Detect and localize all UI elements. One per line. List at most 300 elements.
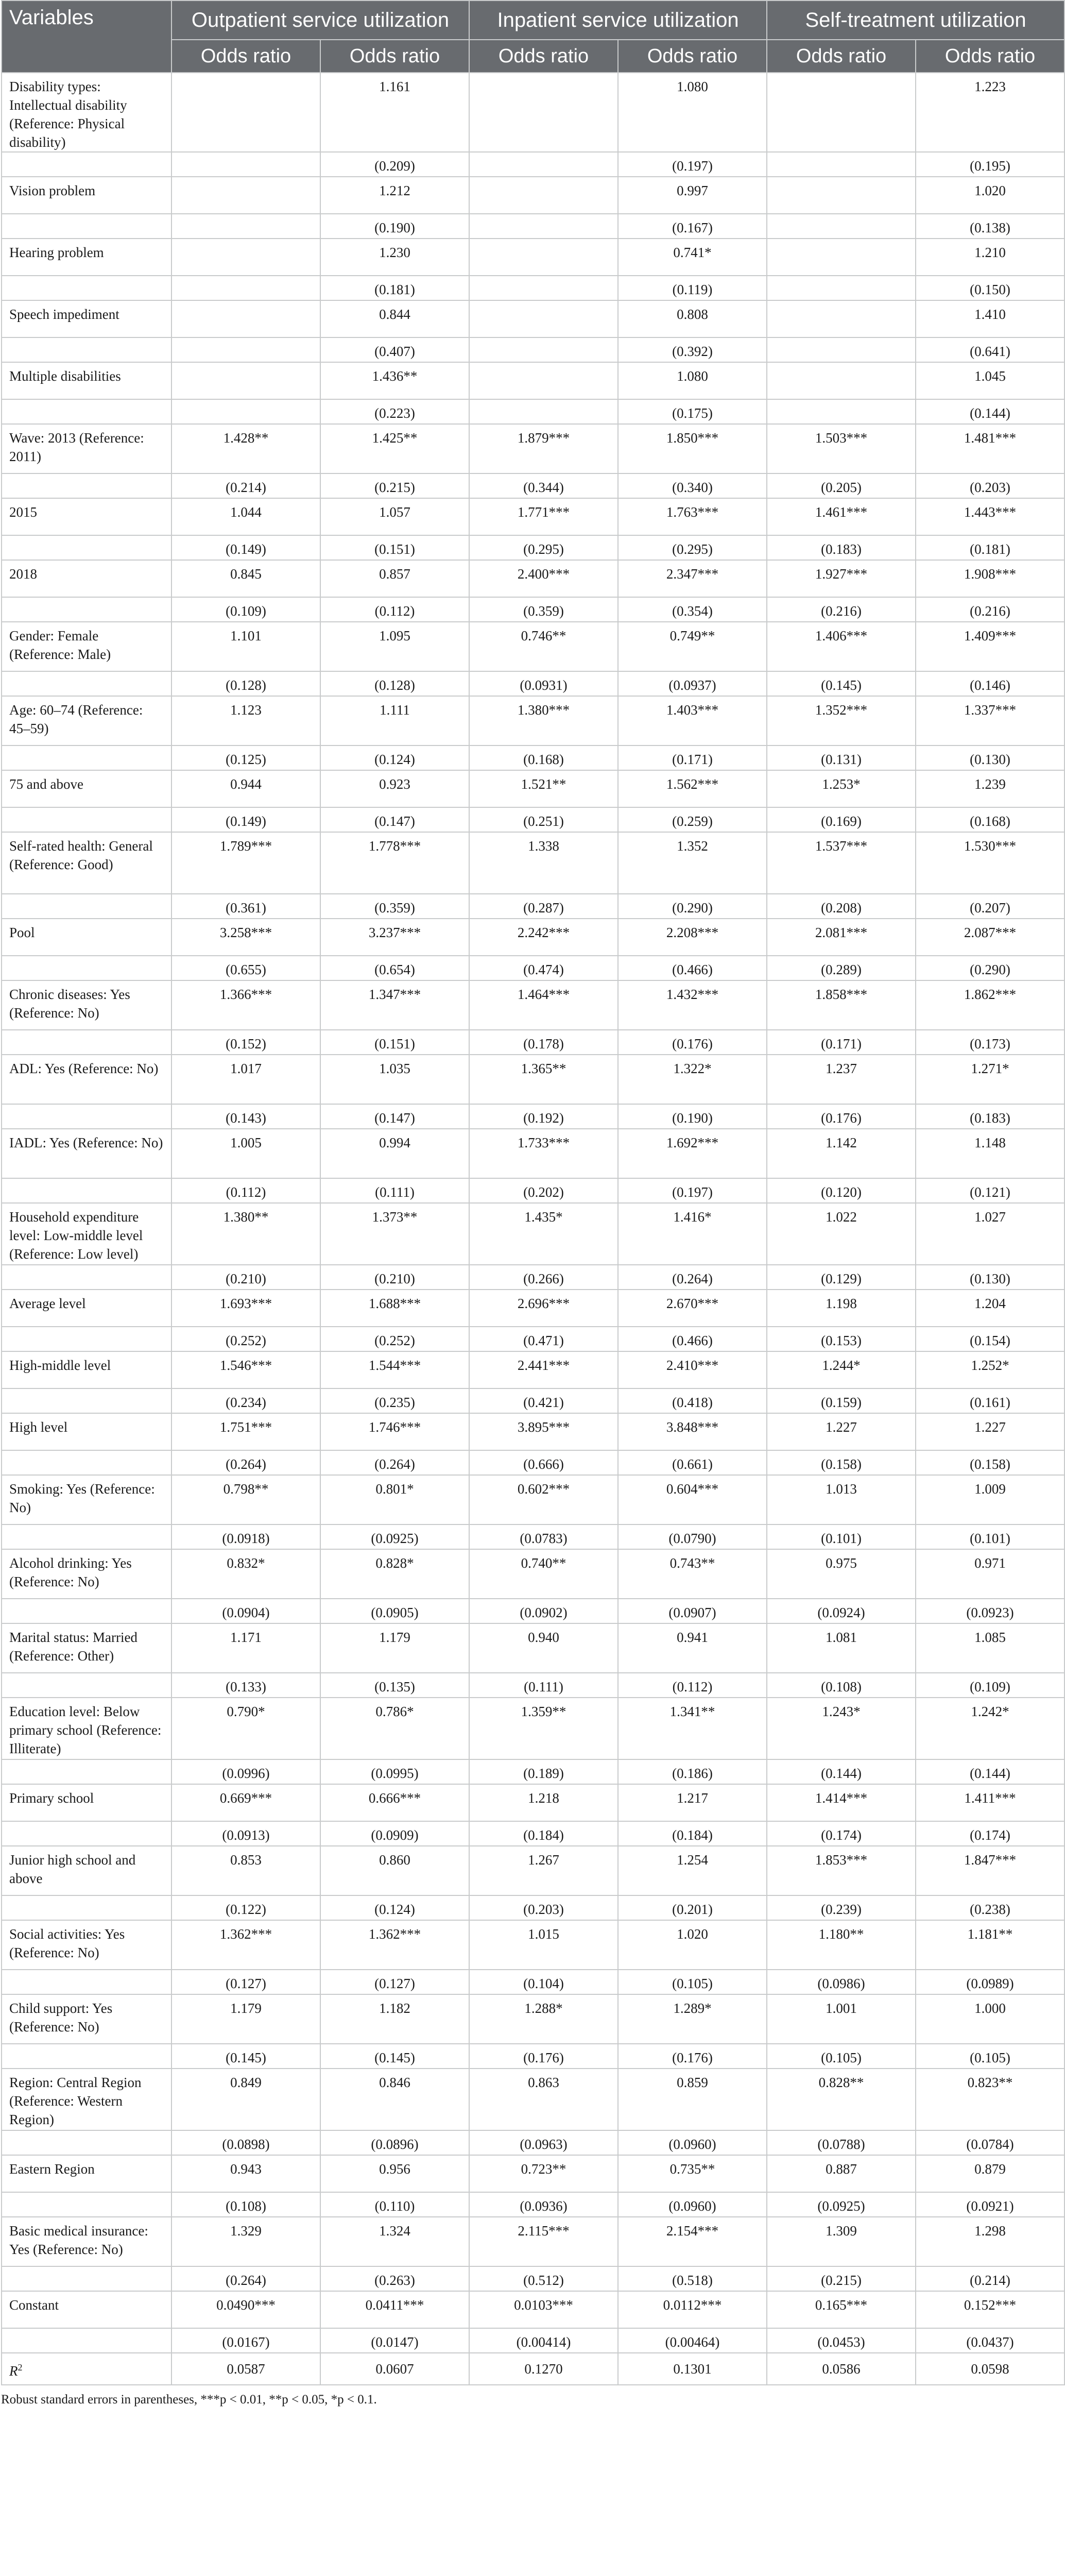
odds-ratio-cell: 1.862*** <box>916 980 1064 1030</box>
odds-ratio-cell: 1.347*** <box>320 980 469 1030</box>
odds-ratio-cell: 1.425** <box>320 424 469 473</box>
odds-ratio-cell: (0.168) <box>916 807 1064 832</box>
table-row-standard-error <box>2 597 1064 622</box>
row-label: Speech impediment <box>2 300 171 337</box>
odds-ratio-cell: (0.238) <box>916 1895 1064 1920</box>
odds-ratio-cell: 1.373** <box>320 1203 469 1265</box>
odds-ratio-cell: 1.182 <box>320 1994 469 2044</box>
odds-ratio-cell: 0.0103*** <box>469 2291 618 2328</box>
odds-ratio-cell <box>171 214 320 239</box>
odds-ratio-header: Odds ratio <box>469 40 618 73</box>
odds-ratio-cell: 1.271* <box>916 1055 1064 1104</box>
odds-ratio-cell: 0.828** <box>767 2069 916 2130</box>
table-row-standard-error <box>2 535 1064 560</box>
odds-ratio-cell: 1.161 <box>320 73 469 152</box>
odds-ratio-cell: (0.168) <box>469 745 618 770</box>
odds-ratio-cell: 0.0607 <box>320 2353 469 2385</box>
odds-ratio-cell: 0.860 <box>320 1846 469 1895</box>
table-row <box>2 622 1064 671</box>
odds-ratio-cell: (0.176) <box>618 1030 767 1055</box>
odds-ratio-cell: (0.176) <box>618 2044 767 2069</box>
odds-ratio-cell: (0.169) <box>767 807 916 832</box>
odds-ratio-cell: (0.210) <box>171 1265 320 1290</box>
odds-ratio-cell: (0.0147) <box>320 2328 469 2353</box>
table-row <box>2 2291 1064 2328</box>
table-row <box>2 1351 1064 1388</box>
odds-ratio-cell: 0.832* <box>171 1549 320 1599</box>
table-row-standard-error <box>2 671 1064 696</box>
odds-ratio-cell: (0.201) <box>618 1895 767 1920</box>
odds-ratio-cell: 0.0490*** <box>171 2291 320 2328</box>
odds-ratio-cell: 1.020 <box>916 177 1064 214</box>
odds-ratio-cell: 1.409*** <box>916 622 1064 671</box>
odds-ratio-cell: 1.288* <box>469 1994 618 2044</box>
row-label: IADL: Yes (Reference: No) <box>2 1129 171 1178</box>
table-row-standard-error <box>2 2130 1064 2155</box>
odds-ratio-cell <box>469 239 618 276</box>
odds-ratio-cell: 1.218 <box>469 1784 618 1821</box>
odds-ratio-cell: (0.661) <box>618 1450 767 1475</box>
odds-ratio-cell: 1.733*** <box>469 1129 618 1178</box>
odds-ratio-cell: (0.122) <box>171 1895 320 1920</box>
odds-ratio-cell: (0.214) <box>171 473 320 498</box>
row-label: Region: Central Region (Reference: Western Region) <box>2 2069 171 2130</box>
odds-ratio-cell: 0.849 <box>171 2069 320 2130</box>
odds-ratio-cell: (0.359) <box>320 894 469 919</box>
odds-ratio-cell: (0.143) <box>171 1104 320 1129</box>
odds-ratio-cell: 0.857 <box>320 560 469 597</box>
odds-ratio-cell: 1.416* <box>618 1203 767 1265</box>
odds-ratio-cell: (0.00464) <box>618 2328 767 2353</box>
odds-ratio-cell: (0.0790) <box>618 1524 767 1549</box>
odds-ratio-cell: (0.109) <box>916 1673 1064 1698</box>
odds-ratio-cell: (0.223) <box>320 399 469 424</box>
odds-ratio-cell: 0.743** <box>618 1549 767 1599</box>
odds-ratio-cell: 3.848*** <box>618 1413 767 1450</box>
table-row-standard-error <box>2 276 1064 300</box>
odds-ratio-cell: 0.790* <box>171 1698 320 1759</box>
odds-ratio-cell: 0.0598 <box>916 2353 1064 2385</box>
odds-ratio-cell: 1.017 <box>171 1055 320 1104</box>
table-row-standard-error <box>2 337 1064 362</box>
odds-ratio-cell: (0.466) <box>618 1327 767 1351</box>
odds-ratio-cell: 0.0587 <box>171 2353 320 2385</box>
odds-ratio-cell: 1.352*** <box>767 696 916 745</box>
odds-ratio-cell <box>171 152 320 177</box>
row-label: Child support: Yes (Reference: No) <box>2 1994 171 2044</box>
odds-ratio-cell: (0.208) <box>767 894 916 919</box>
odds-ratio-cell: 0.0586 <box>767 2353 916 2385</box>
odds-ratio-cell: (0.149) <box>171 535 320 560</box>
odds-ratio-cell <box>767 152 916 177</box>
odds-ratio-cell: (0.101) <box>916 1524 1064 1549</box>
odds-ratio-cell: 1.337*** <box>916 696 1064 745</box>
odds-ratio-cell: (0.184) <box>618 1821 767 1846</box>
odds-ratio-cell <box>767 239 916 276</box>
odds-ratio-cell: (0.0996) <box>171 1759 320 1784</box>
odds-ratio-cell: (0.0936) <box>469 2192 618 2217</box>
row-label <box>2 1970 171 1994</box>
odds-ratio-cell: (0.0960) <box>618 2130 767 2155</box>
odds-ratio-cell: (0.466) <box>618 956 767 980</box>
odds-ratio-cell: (0.0921) <box>916 2192 1064 2217</box>
odds-ratio-cell: (0.145) <box>767 671 916 696</box>
odds-ratio-cell: 0.808 <box>618 300 767 337</box>
odds-ratio-cell: (0.407) <box>320 337 469 362</box>
row-label <box>2 535 171 560</box>
table-row <box>2 2155 1064 2192</box>
odds-ratio-cell: (0.174) <box>916 1821 1064 1846</box>
odds-ratio-cell: 1.001 <box>767 1994 916 2044</box>
odds-ratio-cell: (0.108) <box>767 1673 916 1698</box>
odds-ratio-cell: (0.234) <box>171 1388 320 1413</box>
odds-ratio-table <box>1 0 1065 2385</box>
odds-ratio-cell: (0.144) <box>916 1759 1064 1784</box>
row-label <box>2 214 171 239</box>
odds-ratio-cell: (0.197) <box>618 152 767 177</box>
odds-ratio-cell: (0.0924) <box>767 1599 916 1623</box>
odds-ratio-cell: (0.0788) <box>767 2130 916 2155</box>
odds-ratio-cell: 1.746*** <box>320 1413 469 1450</box>
row-label: 2015 <box>2 498 171 535</box>
odds-ratio-cell: 0.604*** <box>618 1475 767 1524</box>
odds-ratio-cell: (0.111) <box>469 1673 618 1698</box>
odds-ratio-cell: 2.696*** <box>469 1290 618 1327</box>
row-label <box>2 894 171 919</box>
odds-ratio-cell: 1.227 <box>916 1413 1064 1450</box>
odds-ratio-cell: (0.207) <box>916 894 1064 919</box>
table-row <box>2 1698 1064 1759</box>
odds-ratio-cell: (0.287) <box>469 894 618 919</box>
odds-ratio-cell: (0.138) <box>916 214 1064 239</box>
table-row <box>2 1290 1064 1327</box>
odds-ratio-cell: (0.0896) <box>320 2130 469 2155</box>
odds-ratio-cell: (0.105) <box>916 2044 1064 2069</box>
table-row-standard-error <box>2 894 1064 919</box>
table-row-standard-error <box>2 1450 1064 1475</box>
odds-ratio-cell <box>171 362 320 399</box>
row-label <box>2 1821 171 1846</box>
odds-ratio-cell: 0.823** <box>916 2069 1064 2130</box>
odds-ratio-header: Odds ratio <box>320 40 469 73</box>
odds-ratio-cell: 1.267 <box>469 1846 618 1895</box>
row-label <box>2 1104 171 1129</box>
odds-ratio-cell: 1.362*** <box>320 1920 469 1970</box>
odds-ratio-cell: (0.0989) <box>916 1970 1064 1994</box>
odds-ratio-cell: 1.217 <box>618 1784 767 1821</box>
odds-ratio-cell: (0.105) <box>618 1970 767 1994</box>
odds-ratio-cell: 1.000 <box>916 1994 1064 2044</box>
table-row-standard-error <box>2 1759 1064 1784</box>
odds-ratio-cell: 3.895*** <box>469 1413 618 1450</box>
odds-ratio-cell: 1.778*** <box>320 832 469 894</box>
odds-ratio-cell: 0.944 <box>171 770 320 807</box>
odds-ratio-cell: (0.176) <box>469 2044 618 2069</box>
odds-ratio-cell: (0.264) <box>171 2266 320 2291</box>
odds-ratio-cell: (0.159) <box>767 1388 916 1413</box>
row-label: Wave: 2013 (Reference: 2011) <box>2 424 171 473</box>
odds-ratio-cell: 1.081 <box>767 1623 916 1673</box>
odds-ratio-cell: 1.212 <box>320 177 469 214</box>
odds-ratio-cell: (0.289) <box>767 956 916 980</box>
row-label <box>2 1895 171 1920</box>
odds-ratio-cell: 1.443*** <box>916 498 1064 535</box>
odds-ratio-cell: 1.406*** <box>767 622 916 671</box>
table-row <box>2 1994 1064 2044</box>
odds-ratio-cell: (0.112) <box>320 597 469 622</box>
table-row <box>2 1846 1064 1895</box>
odds-ratio-cell <box>171 276 320 300</box>
table-header <box>2 1 1064 73</box>
odds-ratio-cell: (0.512) <box>469 2266 618 2291</box>
odds-ratio-cell: (0.471) <box>469 1327 618 1351</box>
odds-ratio-cell: 1.095 <box>320 622 469 671</box>
odds-ratio-cell: (0.192) <box>469 1104 618 1129</box>
odds-ratio-cell <box>171 239 320 276</box>
row-label <box>2 2328 171 2353</box>
row-label: Household expenditure level: Low-middle level (Reference: Low level) <box>2 1203 171 1265</box>
table-row-standard-error <box>2 2192 1064 2217</box>
odds-ratio-cell: 1.179 <box>171 1994 320 2044</box>
odds-ratio-cell: (0.359) <box>469 597 618 622</box>
odds-ratio-cell: 1.692*** <box>618 1129 767 1178</box>
odds-ratio-cell: 2.087*** <box>916 919 1064 956</box>
odds-ratio-cell: (0.0995) <box>320 1759 469 1784</box>
odds-ratio-cell: (0.128) <box>171 671 320 696</box>
odds-ratio-cell: 0.669*** <box>171 1784 320 1821</box>
odds-ratio-cell: 1.693*** <box>171 1290 320 1327</box>
odds-ratio-cell: 0.749** <box>618 622 767 671</box>
row-label: Pool <box>2 919 171 956</box>
odds-ratio-cell: (0.295) <box>469 535 618 560</box>
odds-ratio-cell: 2.208*** <box>618 919 767 956</box>
self-treatment-group-header: Self-treatment utilization <box>767 1 1064 40</box>
odds-ratio-cell: (0.0925) <box>767 2192 916 2217</box>
odds-ratio-cell: (0.421) <box>469 1388 618 1413</box>
odds-ratio-cell: 1.035 <box>320 1055 469 1104</box>
odds-ratio-cell: 1.027 <box>916 1203 1064 1265</box>
odds-ratio-cell: 1.237 <box>767 1055 916 1104</box>
table-row <box>2 1784 1064 1821</box>
odds-ratio-cell: (0.176) <box>767 1104 916 1129</box>
odds-ratio-cell: 0.740** <box>469 1549 618 1599</box>
row-label <box>2 1388 171 1413</box>
table-row-standard-error <box>2 399 1064 424</box>
odds-ratio-cell: 1.908*** <box>916 560 1064 597</box>
odds-ratio-cell: 1.546*** <box>171 1351 320 1388</box>
odds-ratio-cell: (0.0925) <box>320 1524 469 1549</box>
table-row-standard-error <box>2 807 1064 832</box>
outpatient-group-header: Outpatient service utilization <box>171 1 469 40</box>
table-row <box>2 1475 1064 1524</box>
row-label: Gender: Female (Reference: Male) <box>2 622 171 671</box>
odds-ratio-cell: 1.847*** <box>916 1846 1064 1895</box>
odds-ratio-cell: 1.085 <box>916 1623 1064 1673</box>
odds-ratio-cell: (0.252) <box>320 1327 469 1351</box>
odds-ratio-cell: (0.183) <box>767 535 916 560</box>
odds-ratio-cell: 1.148 <box>916 1129 1064 1178</box>
odds-ratio-cell: 1.544*** <box>320 1351 469 1388</box>
odds-ratio-cell: (0.171) <box>767 1030 916 1055</box>
table-row <box>2 1203 1064 1265</box>
odds-ratio-cell: 1.289* <box>618 1994 767 2044</box>
variables-header: Variables <box>2 1 171 73</box>
odds-ratio-cell: 0.940 <box>469 1623 618 1673</box>
odds-ratio-cell: 0.1301 <box>618 2353 767 2385</box>
table-row <box>2 2069 1064 2130</box>
odds-ratio-cell: 1.537*** <box>767 832 916 894</box>
odds-ratio-cell: (0.121) <box>916 1178 1064 1203</box>
odds-ratio-cell: (0.127) <box>320 1970 469 1994</box>
odds-ratio-cell: (0.290) <box>618 894 767 919</box>
odds-ratio-cell: (0.641) <box>916 337 1064 362</box>
table-row-standard-error <box>2 2044 1064 2069</box>
odds-ratio-header: Odds ratio <box>916 40 1064 73</box>
odds-ratio-cell <box>469 362 618 399</box>
row-label <box>2 1759 171 1784</box>
odds-ratio-cell: 1.198 <box>767 1290 916 1327</box>
table-row <box>2 73 1064 152</box>
row-label: Primary school <box>2 1784 171 1821</box>
odds-ratio-cell: (0.124) <box>320 745 469 770</box>
row-label: Constant <box>2 2291 171 2328</box>
odds-ratio-cell <box>767 276 916 300</box>
odds-ratio-cell: 1.858*** <box>767 980 916 1030</box>
odds-ratio-cell: 0.828* <box>320 1549 469 1599</box>
odds-ratio-cell: (0.0902) <box>469 1599 618 1623</box>
table-row-standard-error <box>2 214 1064 239</box>
odds-ratio-cell: (0.655) <box>171 956 320 980</box>
odds-ratio-cell: (0.264) <box>320 1450 469 1475</box>
table-row-standard-error <box>2 745 1064 770</box>
odds-ratio-cell: 1.101 <box>171 622 320 671</box>
odds-ratio-cell: 1.751*** <box>171 1413 320 1450</box>
row-label: Age: 60–74 (Reference: 45–59) <box>2 696 171 745</box>
row-label: Chronic diseases: Yes (Reference: No) <box>2 980 171 1030</box>
odds-ratio-cell: 1.123 <box>171 696 320 745</box>
odds-ratio-cell: 1.230 <box>320 239 469 276</box>
odds-ratio-cell: (0.112) <box>171 1178 320 1203</box>
table-row-standard-error <box>2 1030 1064 1055</box>
odds-ratio-cell: 1.005 <box>171 1129 320 1178</box>
row-label <box>2 1265 171 1290</box>
odds-ratio-cell: 0.879 <box>916 2155 1064 2192</box>
odds-ratio-cell <box>469 276 618 300</box>
row-label <box>2 473 171 498</box>
row-label: Basic medical insurance: Yes (Reference: No) <box>2 2217 171 2266</box>
row-label: 2018 <box>2 560 171 597</box>
odds-ratio-cell: 1.044 <box>171 498 320 535</box>
odds-ratio-cell: (0.111) <box>320 1178 469 1203</box>
row-label <box>2 2130 171 2155</box>
odds-ratio-cell: 0.746** <box>469 622 618 671</box>
odds-ratio-cell: (0.181) <box>320 276 469 300</box>
odds-ratio-cell <box>767 214 916 239</box>
table-row <box>2 498 1064 535</box>
odds-ratio-cell: 1.180** <box>767 1920 916 1970</box>
odds-ratio-header: Odds ratio <box>618 40 767 73</box>
odds-ratio-cell: (0.340) <box>618 473 767 498</box>
odds-ratio-cell: 0.975 <box>767 1549 916 1599</box>
row-label: Hearing problem <box>2 239 171 276</box>
odds-ratio-cell: (0.361) <box>171 894 320 919</box>
odds-ratio-cell: 1.254 <box>618 1846 767 1895</box>
odds-ratio-cell: 1.239 <box>916 770 1064 807</box>
odds-ratio-cell: 1.341** <box>618 1698 767 1759</box>
row-label: High level <box>2 1413 171 1450</box>
table-row-standard-error <box>2 1388 1064 1413</box>
inpatient-group-header: Inpatient service utilization <box>469 1 767 40</box>
odds-ratio-cell <box>767 300 916 337</box>
odds-ratio-cell: (0.354) <box>618 597 767 622</box>
odds-ratio-cell: 0.844 <box>320 300 469 337</box>
odds-ratio-cell: 0.666*** <box>320 1784 469 1821</box>
odds-ratio-cell <box>767 73 916 152</box>
odds-ratio-cell: 1.432*** <box>618 980 767 1030</box>
odds-ratio-cell: (0.167) <box>618 214 767 239</box>
row-label <box>2 745 171 770</box>
odds-ratio-cell: 1.142 <box>767 1129 916 1178</box>
row-label: $R^2$ <box>2 2353 171 2385</box>
table-row-standard-error <box>2 1265 1064 1290</box>
table-row-standard-error <box>2 152 1064 177</box>
table-row <box>2 770 1064 807</box>
odds-ratio-cell: 1.436** <box>320 362 469 399</box>
odds-ratio-cell: (0.104) <box>469 1970 618 1994</box>
odds-ratio-cell: (0.252) <box>171 1327 320 1351</box>
odds-ratio-cell: 1.562*** <box>618 770 767 807</box>
odds-ratio-cell: (0.264) <box>171 1450 320 1475</box>
odds-ratio-cell: (0.235) <box>320 1388 469 1413</box>
odds-ratio-cell: 0.994 <box>320 1129 469 1178</box>
odds-ratio-cell: 1.252* <box>916 1351 1064 1388</box>
odds-ratio-cell: (0.149) <box>171 807 320 832</box>
odds-ratio-cell: (0.205) <box>767 473 916 498</box>
odds-ratio-cell: 1.380** <box>171 1203 320 1265</box>
odds-ratio-cell: 1.366*** <box>171 980 320 1030</box>
odds-ratio-cell: (0.0898) <box>171 2130 320 2155</box>
odds-ratio-cell: (0.0913) <box>171 1821 320 1846</box>
odds-ratio-cell: 1.243* <box>767 1698 916 1759</box>
table-row <box>2 177 1064 214</box>
odds-ratio-cell: (0.00414) <box>469 2328 618 2353</box>
odds-ratio-cell: 1.464*** <box>469 980 618 1030</box>
odds-ratio-cell <box>171 73 320 152</box>
row-label: 75 and above <box>2 770 171 807</box>
odds-ratio-cell: (0.266) <box>469 1265 618 1290</box>
table-row <box>2 1549 1064 1599</box>
table-body <box>2 73 1064 2385</box>
odds-ratio-cell: (0.158) <box>916 1450 1064 1475</box>
odds-ratio-cell <box>469 399 618 424</box>
odds-ratio-cell: 1.045 <box>916 362 1064 399</box>
odds-ratio-cell: 1.242* <box>916 1698 1064 1759</box>
odds-ratio-cell: (0.0167) <box>171 2328 320 2353</box>
row-label <box>2 276 171 300</box>
odds-ratio-cell: (0.151) <box>320 535 469 560</box>
odds-ratio-cell: 1.359** <box>469 1698 618 1759</box>
odds-ratio-cell: 0.602*** <box>469 1475 618 1524</box>
odds-ratio-cell: (0.197) <box>618 1178 767 1203</box>
odds-ratio-cell: 1.179 <box>320 1623 469 1673</box>
odds-ratio-cell: 0.798** <box>171 1475 320 1524</box>
odds-ratio-cell: 1.428** <box>171 424 320 473</box>
odds-ratio-cell: (0.161) <box>916 1388 1064 1413</box>
odds-ratio-cell: (0.216) <box>916 597 1064 622</box>
row-label <box>2 152 171 177</box>
odds-ratio-cell: 1.380*** <box>469 696 618 745</box>
odds-ratio-cell: 1.298 <box>916 2217 1064 2266</box>
